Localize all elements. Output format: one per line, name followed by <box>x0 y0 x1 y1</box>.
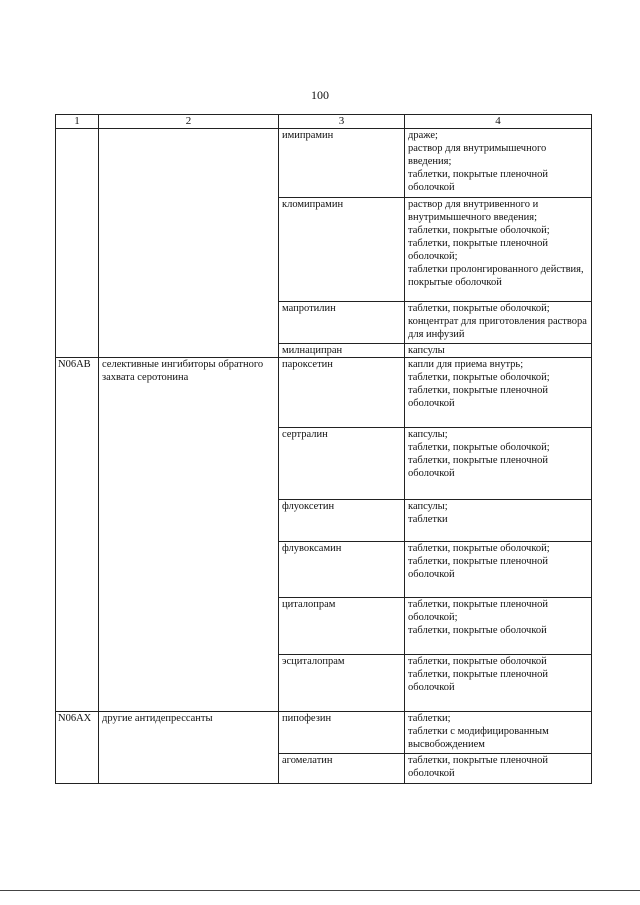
dosage-forms-cell <box>405 344 592 358</box>
dosage-form: таблетки, покрытые оболочкой <box>408 625 547 636</box>
drug-name-cell: мапротилин <box>279 302 405 344</box>
dosage-form: таблетки, покрытые оболочкой; <box>408 225 550 236</box>
drug-name-cell: пароксетин <box>279 358 405 428</box>
drug-table <box>55 114 592 784</box>
drug-name-cell: флуоксетин <box>279 500 405 542</box>
header-row <box>56 115 592 129</box>
dosage-form: концентрат для приготовления раствора для инфузий <box>408 316 587 340</box>
drug-name-cell: эсциталопрам <box>279 655 405 712</box>
dosage-forms-cell <box>405 712 592 754</box>
drug-name-cell: циталопрам <box>279 598 405 655</box>
dosage-forms-cell <box>405 598 592 655</box>
dosage-form: капсулы; <box>408 501 448 512</box>
atc-code-cell: N06AX <box>56 712 99 784</box>
dosage-form: капсулы <box>408 345 445 356</box>
table-row <box>56 712 592 754</box>
dosage-form: таблетки, покрытые оболочкой; <box>408 442 550 453</box>
dosage-form: раствор для внутривенного и внутримышечного введения; <box>408 199 539 223</box>
dosage-form: таблетки, покрытые оболочкой; <box>408 543 550 554</box>
bottom-rule <box>0 890 640 891</box>
dosage-forms-cell <box>405 542 592 598</box>
dosage-form: таблетки, покрытые пленочной оболочкой <box>408 556 549 580</box>
dosage-form: таблетки, покрытые пленочной оболочкой <box>408 755 549 779</box>
dosage-form: таблетки, покрытые пленочной оболочкой <box>408 669 549 693</box>
dosage-form: таблетки, покрытые пленочной оболочкой; <box>408 238 549 262</box>
dosage-forms-cell <box>405 198 592 302</box>
drug-name-cell: пипофезин <box>279 712 405 754</box>
dosage-form: таблетки, покрытые пленочной оболочкой <box>408 385 549 409</box>
dosage-forms-cell <box>405 302 592 344</box>
atc-code-cell: N06AB <box>56 358 99 712</box>
dosage-form: таблетки <box>408 514 448 525</box>
dosage-form: таблетки, покрытые оболочкой <box>408 656 547 667</box>
column-header-1: 1 <box>56 115 99 129</box>
dosage-form: таблетки; <box>408 713 451 724</box>
page-number: 100 <box>311 88 329 102</box>
dosage-form: таблетки, покрытые пленочной оболочкой <box>408 455 549 479</box>
dosage-forms-cell <box>405 358 592 428</box>
drug-name-cell: кломипрамин <box>279 198 405 302</box>
dosage-form: капли для приема внутрь; <box>408 359 524 370</box>
dosage-forms-cell <box>405 655 592 712</box>
table-row <box>56 358 592 428</box>
drug-group-cell: селективные ингибиторы обратного захвата серотонина <box>99 358 279 712</box>
drug-name-cell: милнаципран <box>279 344 405 358</box>
drug-name-cell: имипрамин <box>279 129 405 198</box>
dosage-form: таблетки, покрытые оболочкой; <box>408 372 550 383</box>
drug-name-cell: флувоксамин <box>279 542 405 598</box>
column-header-4: 4 <box>405 115 592 129</box>
dosage-forms-cell <box>405 129 592 198</box>
dosage-form: капсулы; <box>408 429 448 440</box>
drug-name-cell: агомелатин <box>279 754 405 784</box>
table-body <box>56 129 592 784</box>
dosage-form: таблетки пролонгированного действия, покрытые оболочкой <box>408 264 584 288</box>
dosage-form: таблетки, покрытые пленочной оболочкой; <box>408 599 549 623</box>
drug-group-cell <box>99 129 279 358</box>
drug-group-cell: другие антидепрессанты <box>99 712 279 784</box>
dosage-form: таблетки, покрытые пленочной оболочкой <box>408 169 549 193</box>
column-header-3: 3 <box>279 115 405 129</box>
table-row <box>56 129 592 198</box>
atc-code-cell <box>56 129 99 358</box>
dosage-form: драже; <box>408 130 438 141</box>
drug-name-cell: сертралин <box>279 428 405 500</box>
dosage-forms-cell <box>405 500 592 542</box>
dosage-form: таблетки, покрытые оболочкой; <box>408 303 550 314</box>
dosage-form: раствор для внутримышечного введения; <box>408 143 547 167</box>
dosage-forms-cell <box>405 428 592 500</box>
dosage-form: таблетки с модифицированным высвобождением <box>408 726 549 750</box>
column-header-2: 2 <box>99 115 279 129</box>
dosage-forms-cell <box>405 754 592 784</box>
